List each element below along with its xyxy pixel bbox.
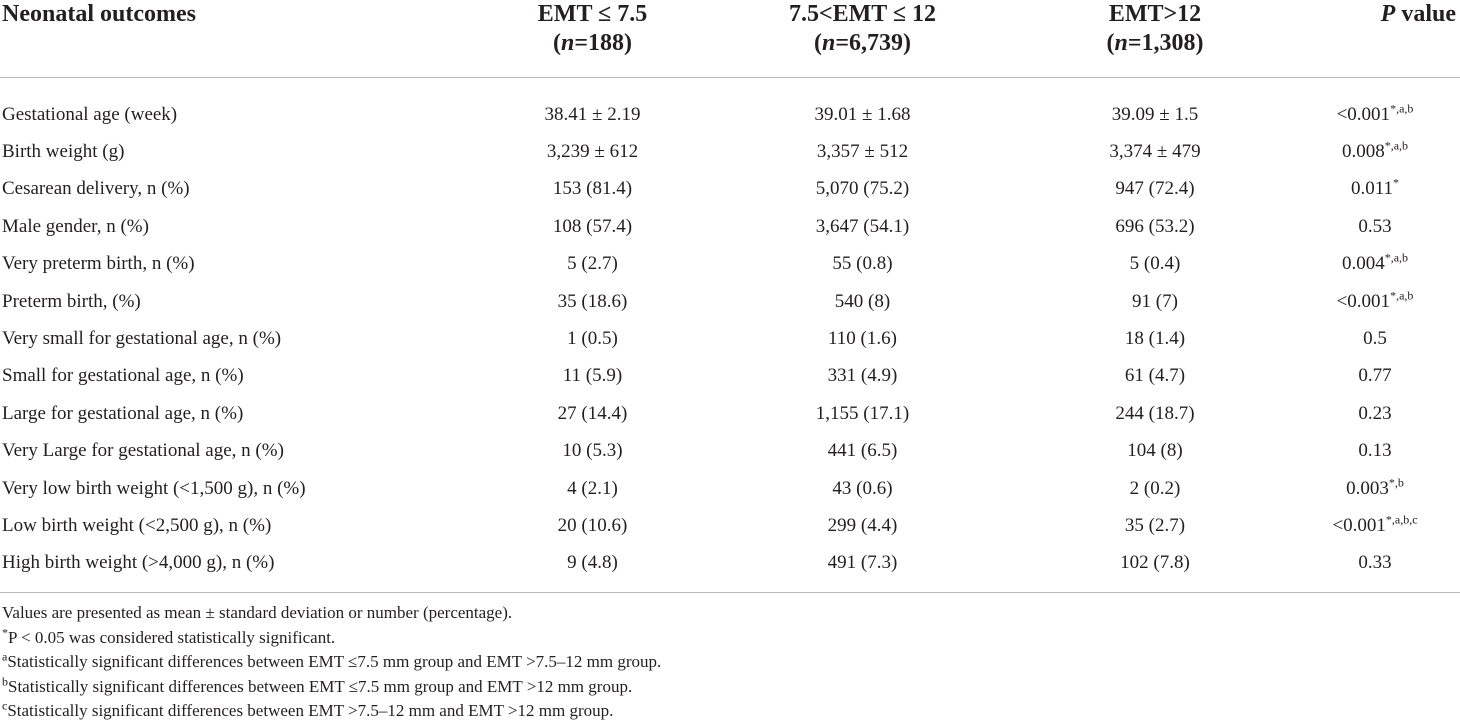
- footnote: [2, 675, 1442, 700]
- cell-emt-high: 2 (0.2): [1129, 477, 1181, 499]
- p-value-text: 0.004: [1341, 253, 1385, 275]
- cell-emt-high: 696 (53.2): [1115, 215, 1195, 237]
- cell-emt-low: 5 (2.7): [567, 253, 618, 275]
- p-value-text: 0.23: [1358, 402, 1392, 424]
- cell-p-value: [1290, 78, 1460, 134]
- table-row: [0, 78, 1460, 134]
- cell-p-value: [1290, 320, 1460, 357]
- cell-emt-high: 5 (0.4): [1129, 253, 1181, 275]
- header-count: (n=188): [552, 30, 633, 56]
- row-label: Large for gestational age, n (%): [2, 402, 244, 424]
- p-value-text: <0.001: [1336, 103, 1391, 125]
- cell-emt-high: 91 (7): [1132, 290, 1178, 312]
- row-label: Birth weight (g): [2, 141, 125, 163]
- p-value-superscript: *,a,b: [1390, 101, 1414, 116]
- p-value-superscript: *: [1393, 176, 1400, 191]
- footnote-text: Statistically significant differences between EMT >7.5–12 mm and EMT >12 mm group.: [7, 701, 614, 721]
- cell-emt-mid: 5,070 (75.2): [815, 178, 910, 200]
- p-value-text: <0.001: [1336, 290, 1391, 312]
- cell-emt-mid: 299 (4.4): [827, 514, 898, 536]
- p-value-superscript: *,a,b: [1384, 250, 1409, 265]
- header-label: EMT ≤ 7.5: [537, 1, 648, 27]
- table-row: [0, 395, 1460, 432]
- table-row: [0, 283, 1460, 320]
- cell-emt-low: 1 (0.5): [567, 328, 618, 350]
- footnote-text: Values are presented as mean ± standard deviation or number (percentage).: [2, 603, 513, 622]
- cell-p-value: [1290, 208, 1460, 245]
- cell-emt-high: 39.09 ± 1.5: [1111, 103, 1199, 125]
- cell-emt-mid: 55 (0.8): [832, 253, 893, 275]
- p-value-text: 0.53: [1358, 215, 1392, 237]
- cell-emt-high: 104 (8): [1127, 440, 1183, 462]
- footnote-marker: a: [2, 649, 8, 664]
- row-label: High birth weight (>4,000 g), n (%): [0, 545, 480, 593]
- cell-emt-mid: 441 (6.5): [827, 440, 898, 462]
- p-value-text: 0.008: [1341, 141, 1385, 163]
- header-label: EMT>12: [1108, 1, 1202, 27]
- table-row: [0, 171, 1460, 208]
- footnote: [2, 699, 1442, 724]
- footnote: [2, 601, 1442, 626]
- cell-p-value: [1290, 171, 1460, 208]
- cell-emt-high: 102 (7.8): [1020, 545, 1290, 593]
- footnote-marker: b: [2, 674, 8, 689]
- cell-emt-low: 27 (14.4): [557, 402, 628, 424]
- table-row: [0, 246, 1460, 283]
- header-p-value: [1290, 0, 1460, 78]
- cell-emt-low: 11 (5.9): [562, 365, 623, 387]
- cell-emt-low: 38.41 ± 2.19: [544, 103, 641, 125]
- header-count: (n=1,308): [1106, 30, 1204, 56]
- cell-p-value: [1290, 358, 1460, 395]
- row-label: Very small for gestational age, n (%): [2, 328, 282, 350]
- cell-emt-low: 108 (57.4): [552, 215, 633, 237]
- table-footnotes: [2, 601, 1442, 724]
- row-label: Low birth weight (<2,500 g), n (%): [2, 514, 272, 536]
- p-value-superscript: *,a,b: [1384, 138, 1409, 153]
- cell-emt-low: 9 (4.8): [480, 545, 705, 593]
- cell-emt-mid: 3,647 (54.1): [815, 215, 910, 237]
- header-emt-high: [1020, 0, 1290, 78]
- header-value: value: [1395, 1, 1456, 27]
- header-p: P: [1380, 1, 1396, 27]
- p-value-superscript: *,a,b: [1390, 288, 1414, 303]
- cell-p-value: [1290, 133, 1460, 170]
- table-row: [0, 358, 1460, 395]
- table-row: [0, 208, 1460, 245]
- table-row: [0, 320, 1460, 357]
- footnote: [2, 650, 1442, 675]
- cell-emt-high: 61 (4.7): [1124, 365, 1186, 387]
- cell-p-value: [1290, 395, 1460, 432]
- cell-emt-low: 4 (2.1): [567, 477, 618, 499]
- cell-emt-mid: 3,357 ± 512: [816, 141, 909, 163]
- header-neonatal-outcomes: [0, 0, 480, 78]
- row-label: Very low birth weight (<1,500 g), n (%): [2, 477, 306, 499]
- table-body: [0, 78, 1460, 593]
- footnote-marker: c: [2, 698, 8, 713]
- p-value-text: <0.001: [1332, 514, 1386, 536]
- table-row: [0, 133, 1460, 170]
- cell-emt-mid: 540 (8): [834, 290, 891, 312]
- row-label: Preterm birth, (%): [2, 290, 141, 312]
- cell-emt-low: 35 (18.6): [557, 290, 628, 312]
- row-label: Male gender, n (%): [2, 215, 149, 237]
- footnote-text: Statistically significant differences between EMT ≤7.5 mm group and EMT >7.5–12 mm group.: [7, 652, 662, 672]
- table-row: [0, 433, 1460, 470]
- footnote: [2, 626, 1442, 651]
- p-value-text: 0.77: [1358, 365, 1392, 387]
- footnote-text: P < 0.05 was considered statistically significant.: [8, 627, 336, 647]
- cell-emt-mid: 491 (7.3): [705, 545, 1020, 593]
- header-emt-low: [480, 0, 705, 78]
- header-count: (n=6,739): [813, 30, 912, 56]
- p-value-superscript: *,b: [1388, 475, 1404, 490]
- cell-p-value: [1290, 470, 1460, 507]
- row-label: Cesarean delivery, n (%): [2, 178, 190, 200]
- p-value-text: 0.33: [1358, 552, 1392, 574]
- p-value-text: 0.003: [1346, 477, 1389, 499]
- cell-p-value: [1290, 283, 1460, 320]
- cell-emt-high: 35 (2.7): [1124, 514, 1186, 536]
- cell-emt-mid: 39.01 ± 1.68: [814, 103, 911, 125]
- footnote-marker: *: [2, 624, 8, 639]
- cell-emt-high: 18 (1.4): [1124, 328, 1186, 350]
- header-emt-mid: [705, 0, 1020, 78]
- row-label: Small for gestational age, n (%): [2, 365, 244, 387]
- cell-emt-mid: 1,155 (17.1): [815, 402, 910, 424]
- cell-p-value: [1290, 246, 1460, 283]
- table-row: [0, 507, 1460, 544]
- table-row: [0, 470, 1460, 507]
- cell-emt-high: 947 (72.4): [1115, 178, 1195, 200]
- p-value-superscript: *,a,b,c: [1385, 512, 1418, 527]
- cell-emt-low: 20 (10.6): [557, 514, 628, 536]
- cell-emt-low: 153 (81.4): [552, 178, 633, 200]
- cell-emt-mid: 110 (1.6): [828, 328, 897, 350]
- cell-emt-high: 244 (18.7): [1115, 402, 1195, 424]
- cell-emt-mid: 43 (0.6): [832, 477, 893, 499]
- cell-p-value: [1290, 545, 1460, 593]
- header-label: 7.5<EMT ≤ 12: [788, 1, 937, 27]
- row-label: Very Large for gestational age, n (%): [2, 440, 284, 462]
- table-row: [0, 545, 1460, 593]
- cell-emt-mid: 331 (4.9): [827, 365, 898, 387]
- p-value-text: 0.13: [1358, 440, 1392, 462]
- footnote-text: Statistically significant differences between EMT ≤7.5 mm group and EMT >12 mm group.: [8, 676, 633, 696]
- cell-emt-low: 3,239 ± 612: [546, 141, 639, 163]
- cell-p-value: [1290, 507, 1460, 544]
- cell-emt-high: 3,374 ± 479: [1109, 141, 1201, 163]
- table-header: [0, 0, 1460, 78]
- cell-p-value: [1290, 433, 1460, 470]
- header-label: Neonatal outcomes: [2, 1, 196, 27]
- header-row: [0, 0, 1460, 78]
- cell-emt-low: 10 (5.3): [562, 440, 623, 462]
- row-label: Gestational age (week): [2, 103, 178, 125]
- row-label: Very preterm birth, n (%): [2, 253, 195, 275]
- p-value-text: 0.011: [1350, 178, 1394, 200]
- p-value-text: 0.5: [1363, 328, 1387, 350]
